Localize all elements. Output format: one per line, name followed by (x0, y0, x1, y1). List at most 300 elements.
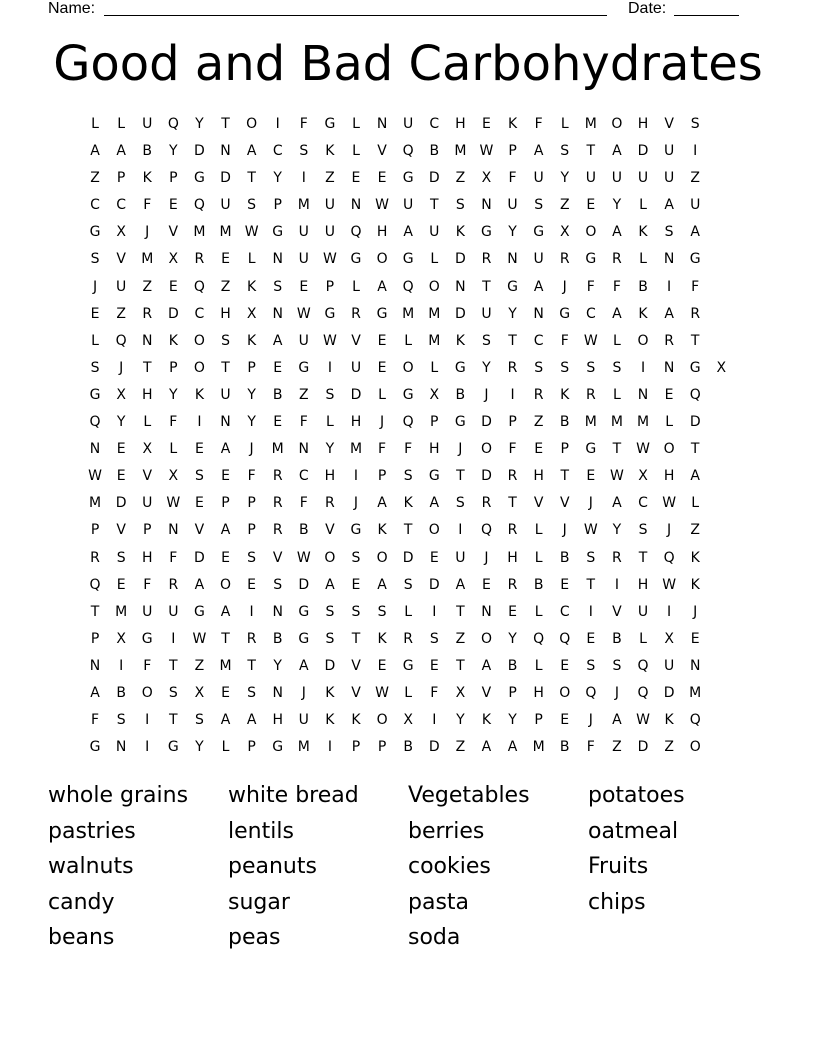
grid-letter[interactable]: S (116, 712, 126, 729)
grid-letter[interactable]: Y (508, 305, 517, 322)
grid-letter[interactable]: Y (195, 739, 204, 756)
grid-letter[interactable]: W (662, 576, 677, 593)
grid-letter[interactable]: Q (663, 549, 675, 566)
grid-letter[interactable]: S (247, 197, 257, 214)
grid-letter[interactable]: X (716, 359, 727, 376)
grid-letter[interactable]: E (168, 197, 178, 214)
grid-letter[interactable]: B (559, 739, 570, 756)
grid-letter[interactable]: Z (194, 657, 205, 674)
grid-letter[interactable]: I (145, 712, 150, 729)
grid-letter[interactable]: R (533, 386, 544, 403)
grid-letter[interactable]: B (403, 739, 413, 756)
grid-letter[interactable]: I (432, 712, 437, 729)
grid-letter[interactable]: H (220, 305, 231, 322)
grid-letter[interactable]: U (637, 170, 649, 187)
grid-letter[interactable]: Q (350, 224, 362, 241)
grid-letter[interactable]: O (611, 116, 623, 132)
grid-letter[interactable]: O (480, 630, 492, 647)
grid-letter[interactable]: F (143, 197, 152, 214)
grid-letter[interactable]: J (588, 712, 593, 729)
grid-letter[interactable]: M (219, 657, 232, 674)
grid-letter[interactable]: W (88, 468, 102, 485)
grid-letter[interactable]: G (272, 739, 284, 756)
grid-letter[interactable]: O (428, 522, 440, 539)
grid-letter[interactable]: P (90, 522, 100, 539)
grid-letter[interactable]: U (403, 116, 414, 132)
grid-letter[interactable]: H (272, 712, 283, 729)
grid-letter[interactable]: G (402, 251, 414, 268)
grid-letter[interactable]: A (403, 224, 413, 241)
grid-letter[interactable]: J (301, 684, 306, 701)
grid-letter[interactable]: O (376, 712, 388, 729)
grid-letter[interactable]: A (220, 441, 231, 458)
grid-letter[interactable]: M (584, 414, 597, 431)
grid-letter[interactable]: N (663, 359, 675, 376)
grid-letter[interactable]: N (507, 251, 518, 268)
grid-letter[interactable]: Q (637, 657, 649, 674)
grid-letter[interactable]: G (193, 603, 205, 620)
grid-letter[interactable]: A (246, 712, 257, 729)
grid-letter[interactable]: Z (455, 739, 466, 756)
grid-letter[interactable]: O (141, 684, 153, 701)
grid-letter[interactable]: S (247, 549, 257, 566)
grid-letter[interactable]: U (116, 278, 127, 295)
grid-letter[interactable]: N (272, 305, 283, 322)
grid-letter[interactable]: E (221, 549, 230, 566)
grid-letter[interactable]: W (322, 332, 337, 349)
grid-letter[interactable]: C (559, 603, 570, 620)
grid-letter[interactable]: A (481, 657, 492, 674)
grid-letter[interactable]: R (585, 386, 596, 403)
grid-letter[interactable]: P (377, 739, 387, 756)
grid-letter[interactable]: T (351, 630, 361, 647)
grid-letter[interactable]: T (586, 576, 596, 593)
grid-letter[interactable]: N (350, 197, 362, 214)
grid-letter[interactable]: R (168, 576, 179, 593)
grid-letter[interactable]: T (247, 657, 256, 674)
grid-letter[interactable]: U (507, 197, 518, 214)
grid-letter[interactable]: Z (559, 197, 570, 214)
grid-letter[interactable]: H (637, 576, 649, 593)
grid-letter[interactable]: T (482, 278, 491, 295)
grid-letter[interactable]: Y (456, 712, 465, 729)
grid-letter[interactable]: M (89, 495, 102, 512)
grid-letter[interactable]: A (664, 197, 674, 214)
grid-letter[interactable]: L (639, 197, 647, 214)
grid-letter[interactable]: U (533, 251, 544, 268)
grid-letter[interactable]: Q (193, 278, 205, 295)
grid-letter[interactable]: A (612, 224, 622, 241)
grid-letter[interactable]: R (194, 251, 205, 268)
grid-letter[interactable]: G (402, 170, 414, 187)
grid-letter[interactable]: S (534, 197, 544, 214)
grid-letter[interactable]: G (585, 441, 597, 458)
grid-letter[interactable]: V (351, 684, 361, 701)
grid-letter[interactable]: X (481, 170, 492, 187)
grid-letter[interactable]: X (168, 468, 179, 485)
grid-letter[interactable]: C (585, 305, 596, 322)
grid-letter[interactable]: L (378, 386, 386, 403)
grid-letter[interactable]: Q (559, 630, 571, 647)
grid-letter[interactable]: E (377, 657, 387, 674)
grid-letter[interactable]: F (508, 441, 517, 458)
grid-letter[interactable]: H (507, 549, 518, 566)
grid-letter[interactable]: K (690, 549, 700, 566)
grid-letter[interactable]: R (507, 468, 518, 485)
grid-letter[interactable]: S (560, 359, 570, 376)
grid-letter[interactable]: D (428, 739, 440, 756)
grid-letter[interactable]: S (403, 468, 413, 485)
grid-letter[interactable]: E (664, 386, 674, 403)
grid-letter[interactable]: C (272, 143, 283, 160)
grid-letter[interactable]: J (92, 278, 98, 295)
grid-letter[interactable]: J (353, 495, 359, 512)
grid-letter[interactable]: L (430, 359, 439, 376)
grid-letter[interactable]: Z (533, 414, 544, 431)
grid-letter[interactable]: B (116, 684, 126, 701)
grid-letter[interactable]: F (508, 170, 517, 187)
grid-letter[interactable]: R (664, 332, 674, 349)
grid-letter[interactable]: B (638, 278, 648, 295)
grid-letter[interactable]: J (614, 684, 619, 701)
grid-letter[interactable]: X (116, 224, 126, 241)
grid-letter[interactable]: C (638, 495, 648, 512)
grid-letter[interactable]: K (325, 143, 335, 160)
grid-letter[interactable]: M (428, 332, 441, 349)
grid-letter[interactable]: J (249, 441, 254, 458)
grid-letter[interactable]: D (350, 386, 362, 403)
grid-letter[interactable]: D (637, 143, 649, 160)
grid-letter[interactable]: E (90, 305, 100, 322)
grid-letter[interactable]: V (272, 549, 283, 566)
grid-letter[interactable]: W (375, 197, 389, 214)
grid-letter[interactable]: M (402, 305, 415, 322)
grid-letter[interactable]: V (559, 495, 570, 512)
grid-letter[interactable]: K (325, 684, 335, 701)
grid-letter[interactable]: Q (89, 576, 101, 593)
grid-letter[interactable]: S (247, 684, 257, 701)
grid-letter[interactable]: S (560, 143, 570, 160)
grid-letter[interactable]: I (249, 603, 254, 620)
grid-letter[interactable]: N (533, 305, 544, 322)
grid-letter[interactable]: H (141, 549, 153, 566)
grid-letter[interactable]: I (197, 414, 202, 431)
grid-letter[interactable]: X (194, 684, 205, 701)
grid-letter[interactable]: U (324, 224, 336, 241)
grid-letter[interactable]: V (116, 522, 126, 539)
grid-letter[interactable]: R (142, 305, 153, 322)
grid-letter[interactable]: G (324, 116, 336, 132)
grid-letter[interactable]: R (612, 549, 622, 566)
grid-letter[interactable]: G (689, 251, 701, 268)
grid-letter[interactable]: G (89, 224, 101, 241)
grid-letter[interactable]: R (690, 305, 701, 322)
grid-letter[interactable]: V (612, 603, 622, 620)
grid-letter[interactable]: G (167, 739, 179, 756)
grid-letter[interactable]: O (663, 441, 675, 458)
grid-letter[interactable]: J (562, 278, 567, 295)
grid-letter[interactable]: K (325, 712, 335, 729)
grid-letter[interactable]: A (455, 576, 466, 593)
grid-letter[interactable]: K (351, 712, 361, 729)
grid-letter[interactable]: P (508, 414, 517, 431)
grid-letter[interactable]: N (272, 251, 283, 268)
grid-letter[interactable]: N (272, 603, 283, 620)
grid-letter[interactable]: U (298, 712, 309, 729)
grid-letter[interactable]: D (428, 170, 440, 187)
grid-letter[interactable]: Y (482, 359, 491, 376)
grid-letter[interactable]: E (273, 359, 283, 376)
grid-letter[interactable]: A (690, 224, 700, 241)
grid-letter[interactable]: G (559, 305, 571, 322)
grid-letter[interactable]: M (193, 224, 206, 241)
grid-letter[interactable]: P (534, 712, 543, 729)
grid-letter[interactable]: L (352, 116, 360, 132)
grid-letter[interactable]: T (638, 549, 648, 566)
grid-letter[interactable]: S (273, 278, 283, 295)
grid-letter[interactable]: M (297, 739, 310, 756)
grid-letter[interactable]: F (586, 739, 595, 756)
grid-letter[interactable]: X (403, 712, 413, 729)
grid-letter[interactable]: A (325, 576, 335, 593)
grid-letter[interactable]: K (142, 170, 152, 187)
grid-letter[interactable]: A (481, 739, 492, 756)
grid-letter[interactable]: G (350, 522, 362, 539)
grid-letter[interactable]: B (507, 657, 518, 674)
grid-letter[interactable]: B (612, 630, 622, 647)
grid-letter[interactable]: U (298, 251, 309, 268)
grid-letter[interactable]: L (169, 441, 178, 458)
grid-letter[interactable]: S (351, 549, 361, 566)
grid-letter[interactable]: Z (90, 170, 100, 187)
grid-letter[interactable]: Y (169, 143, 178, 160)
grid-letter[interactable]: Q (402, 414, 414, 431)
grid-letter[interactable]: U (481, 305, 492, 322)
grid-letter[interactable]: P (247, 359, 256, 376)
grid-letter[interactable]: Q (402, 278, 414, 295)
grid-letter[interactable]: Y (560, 170, 570, 187)
grid-letter[interactable]: T (429, 197, 439, 214)
grid-letter[interactable]: I (667, 278, 672, 295)
grid-letter[interactable]: D (220, 170, 231, 187)
grid-letter[interactable]: M (115, 603, 128, 620)
grid-letter[interactable]: T (456, 657, 465, 674)
grid-letter[interactable]: F (691, 278, 700, 295)
grid-letter[interactable]: W (479, 143, 494, 160)
grid-letter[interactable]: O (637, 332, 649, 349)
grid-letter[interactable]: I (145, 739, 150, 756)
grid-letter[interactable]: Z (142, 278, 153, 295)
grid-letter[interactable]: E (429, 657, 439, 674)
grid-letter[interactable]: I (171, 630, 176, 647)
grid-letter[interactable]: G (272, 224, 284, 241)
grid-letter[interactable]: M (636, 414, 650, 431)
grid-letter[interactable]: H (376, 224, 388, 241)
grid-letter[interactable]: O (402, 359, 414, 376)
grid-letter[interactable]: P (247, 495, 256, 512)
grid-letter[interactable]: I (327, 359, 332, 376)
grid-letter[interactable]: N (220, 414, 231, 431)
grid-letter[interactable]: L (404, 684, 413, 701)
grid-letter[interactable]: W (192, 630, 207, 647)
grid-letter[interactable]: O (193, 332, 205, 349)
grid-letter[interactable]: D (637, 739, 649, 756)
grid-letter[interactable]: M (141, 251, 154, 268)
grid-letter[interactable]: C (90, 197, 100, 214)
grid-letter[interactable]: I (458, 522, 463, 539)
grid-letter[interactable]: G (402, 657, 414, 674)
grid-letter[interactable]: W (636, 441, 650, 458)
grid-letter[interactable]: E (221, 684, 230, 701)
grid-letter[interactable]: P (325, 278, 335, 295)
grid-letter[interactable]: E (273, 414, 283, 431)
grid-letter[interactable]: L (352, 143, 360, 160)
grid-letter[interactable]: B (559, 414, 570, 431)
grid-letter[interactable]: J (458, 441, 463, 458)
grid-letter[interactable]: P (430, 414, 439, 431)
grid-letter[interactable]: S (194, 712, 204, 729)
grid-letter[interactable]: N (376, 116, 388, 132)
grid-letter[interactable]: F (169, 414, 178, 431)
grid-letter[interactable]: P (169, 359, 178, 376)
grid-letter[interactable]: G (454, 359, 466, 376)
grid-letter[interactable]: D (194, 549, 205, 566)
grid-letter[interactable]: Z (116, 305, 126, 322)
grid-letter[interactable]: A (664, 305, 674, 322)
grid-letter[interactable]: F (91, 712, 100, 729)
grid-letter[interactable]: R (246, 630, 257, 647)
grid-letter[interactable]: M (610, 414, 623, 431)
grid-letter[interactable]: D (428, 576, 440, 593)
grid-letter[interactable]: U (350, 359, 362, 376)
grid-letter[interactable]: M (297, 197, 310, 214)
grid-letter[interactable]: S (377, 603, 387, 620)
grid-letter[interactable]: A (429, 495, 440, 512)
grid-letter[interactable]: K (455, 332, 465, 349)
grid-letter[interactable]: E (429, 549, 439, 566)
grid-letter[interactable]: J (484, 386, 489, 403)
grid-letter[interactable]: W (583, 522, 598, 539)
grid-letter[interactable]: K (377, 522, 387, 539)
grid-letter[interactable]: U (142, 116, 153, 132)
grid-letter[interactable]: H (455, 116, 466, 132)
grid-letter[interactable]: I (588, 603, 593, 620)
grid-letter[interactable]: G (533, 224, 545, 241)
grid-letter[interactable]: N (298, 441, 310, 458)
grid-letter[interactable]: X (664, 630, 674, 647)
grid-letter[interactable]: D (298, 576, 310, 593)
grid-letter[interactable]: X (168, 251, 179, 268)
grid-letter[interactable]: M (454, 143, 467, 160)
grid-letter[interactable]: S (586, 359, 596, 376)
grid-letter[interactable]: C (429, 116, 440, 132)
grid-letter[interactable]: L (639, 630, 647, 647)
grid-letter[interactable]: N (89, 441, 101, 458)
grid-letter[interactable]: Y (325, 441, 335, 458)
grid-letter[interactable]: D (663, 684, 675, 701)
grid-letter[interactable]: Q (637, 684, 649, 701)
grid-letter[interactable]: E (377, 332, 387, 349)
grid-letter[interactable]: K (168, 332, 178, 349)
grid-letter[interactable]: E (508, 603, 517, 620)
grid-letter[interactable]: R (90, 549, 100, 566)
grid-letter[interactable]: N (663, 251, 675, 268)
grid-letter[interactable]: F (143, 576, 152, 593)
grid-letter[interactable]: K (403, 495, 413, 512)
grid-letter[interactable]: Y (273, 170, 282, 187)
grid-letter[interactable]: P (143, 522, 152, 539)
grid-letter[interactable]: V (116, 251, 126, 268)
grid-letter[interactable]: T (403, 522, 413, 539)
grid-letter[interactable]: S (586, 657, 596, 674)
grid-letter[interactable]: J (145, 224, 150, 241)
grid-letter[interactable]: F (612, 278, 621, 295)
grid-letter[interactable]: K (638, 305, 648, 322)
grid-letter[interactable]: G (585, 251, 597, 268)
grid-letter[interactable]: Y (508, 630, 517, 647)
grid-letter[interactable]: T (560, 468, 570, 485)
grid-letter[interactable]: P (247, 739, 256, 756)
grid-letter[interactable]: E (116, 576, 126, 593)
grid-letter[interactable]: F (299, 414, 308, 431)
grid-letter[interactable]: N (220, 143, 231, 160)
grid-letter[interactable]: V (533, 495, 544, 512)
grid-letter[interactable]: Y (508, 712, 517, 729)
grid-letter[interactable]: T (142, 359, 152, 376)
grid-letter[interactable]: C (533, 332, 544, 349)
grid-letter[interactable]: S (194, 468, 204, 485)
grid-letter[interactable]: U (403, 197, 414, 214)
grid-letter[interactable]: K (664, 712, 674, 729)
grid-letter[interactable]: N (481, 603, 492, 620)
grid-letter[interactable]: S (482, 332, 491, 349)
grid-letter[interactable]: L (221, 739, 230, 756)
grid-letter[interactable]: L (117, 116, 126, 132)
grid-letter[interactable]: E (299, 278, 309, 295)
grid-letter[interactable]: V (194, 522, 205, 539)
grid-letter[interactable]: S (299, 143, 309, 160)
grid-letter[interactable]: K (507, 116, 518, 132)
grid-letter[interactable]: H (533, 684, 544, 701)
grid-letter[interactable]: C (194, 305, 205, 322)
grid-letter[interactable]: G (376, 305, 388, 322)
grid-letter[interactable]: L (430, 251, 439, 268)
grid-letter[interactable]: J (667, 522, 672, 539)
grid-letter[interactable]: S (638, 522, 648, 539)
grid-letter[interactable]: X (116, 386, 126, 403)
grid-letter[interactable]: D (115, 495, 127, 512)
grid-letter[interactable]: Y (195, 116, 204, 132)
grid-letter[interactable]: W (636, 712, 650, 729)
grid-letter[interactable]: Y (116, 414, 126, 431)
grid-letter[interactable]: J (484, 549, 489, 566)
grid-letter[interactable]: J (119, 359, 124, 376)
grid-letter[interactable]: P (169, 170, 178, 187)
grid-letter[interactable]: F (586, 278, 595, 295)
grid-letter[interactable]: T (221, 630, 230, 647)
grid-letter[interactable]: S (612, 657, 622, 674)
grid-letter[interactable]: T (247, 170, 256, 187)
grid-letter[interactable]: E (247, 576, 257, 593)
grid-letter[interactable]: E (586, 197, 596, 214)
grid-letter[interactable]: D (194, 143, 205, 160)
grid-letter[interactable]: A (533, 278, 544, 295)
grid-letter[interactable]: Q (167, 116, 179, 132)
grid-letter[interactable]: E (377, 170, 387, 187)
grid-letter[interactable]: S (325, 386, 335, 403)
grid-letter[interactable]: I (327, 739, 332, 756)
grid-letter[interactable]: V (351, 657, 361, 674)
